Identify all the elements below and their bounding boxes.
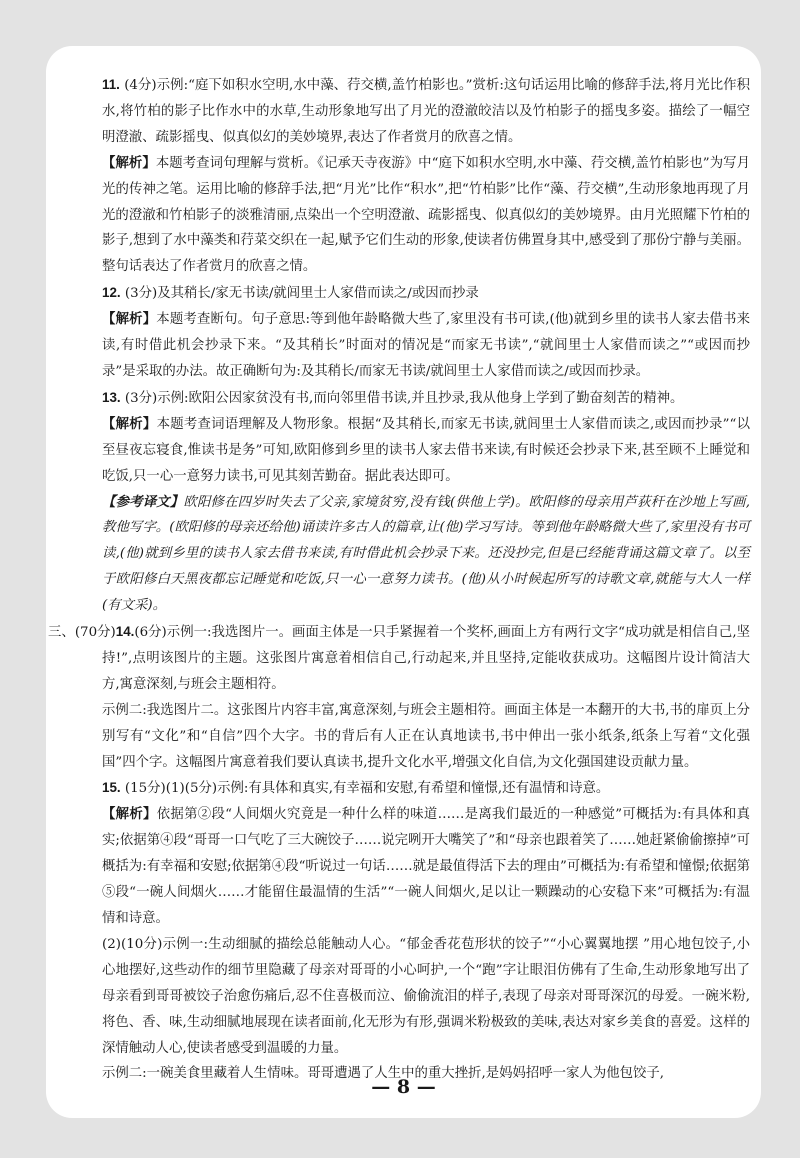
q13-analysis-tag: 【解析】 [102,416,157,432]
q15-part-two [102,932,750,1062]
q12-number: 12. [102,285,121,301]
q12-answer [102,280,750,307]
q11-analysis-tag: 【解析】 [102,155,156,171]
q15-answer-text-3: 示例二:一碗美食里藏着人生情味。哥哥遭遇了人生中的重大挫折,是妈妈招呼一家人为他包饺子, [102,1066,665,1082]
q12-analysis-text: 本题考查断句。句子意思:等到他年龄略微大些了,家里没有书可读,(他)就到乡里的读书人家去借书来读,有时借此机会抄录下来。“及其稍长”时面对的情况是“而家无书读”,“就闾里士人家借而读之”“或因而抄录”是采取的办法。故正确断句为:及其稍长/而家无书读/就闾里士人家借而读之/或因而抄录。 [102,312,750,379]
q14-answer-text-2: 示例二:我选图片二。这张图片内容丰富,寓意深刻,与班会主题相符。画面主体是一本翻开的大书,书的扉页上分别写有“文化”和“自信”四个大字。书的背后有人正在认真地读书,书中伸出一张小纸条,纸条上写着“文化强国”四个字。这幅图片寓意着我们要认真读书,提升文化水平,增强文化自信,为文化强国建设贡献力量。 [102,702,750,770]
q15-analysis [102,802,750,932]
q15-answer [102,775,750,802]
q12-analysis [102,307,750,385]
q13-translation-text: 欧阳修在四岁时失去了父亲,家境贫穷,没有钱(供他上学)。欧阳修的母亲用芦荻秆在沙地上写画,教他写字。(欧阳修的母亲还给他)诵读许多古人的篇章,让(他)学习写诗。等到他年龄略微大些了,家里没有书可读,(他)就到乡里的读书人家去借书来读,有时借此机会抄录下来。还没抄完,但是已经能背诵这篇文章了。以至于欧阳修白天黑夜都忘记睡觉和吃饭,只一心一意努力读书。(他)从小时候起所写的诗歌文章,就能与大人一样(有文采)。 [102,494,751,614]
section-three-label: 三、(70分) [48,625,116,641]
page-number: — 8 — [371,1076,436,1098]
q12-analysis-tag: 【解析】 [102,312,157,328]
q15-analysis-text: 依据第②段“人间烟火究竟是一种什么样的味道……是离我们最近的一种感觉”可概括为:有具体和真实;依据第④段“哥哥一口气吃了三大碗饺子……说完咧开大嘴笑了”和“母亲也跟着笑了……她赶紧偷偷擦掉”可概括为:有幸福和安慰;依据第④段“听说过一句话……就是最值得活下去的理由”可概括为:有希望和憧憬;依据第⑤段“一碗人间烟火……才能留住最温情的生活”“一碗人间烟火,足以让一颗躁动的心安稳下来”可概括为:有温情和诗意。 [102,807,751,926]
q15-answer-text-2: (2)(10分)示例一:生动细腻的描绘总能触动人心。“郁金香花苞形状的饺子”“小心翼翼地摆 ”用心地包饺子,小心地摆好,这些动作的细节里隐藏了母亲对哥哥的小心呵护,一个“跑”字让眼泪仿佛有了生命,生动形象地写出了母亲看到哥哥被饺子治愈伤痛后,忍不住喜极而泣、偷偷流泪的样子,表现了母亲对哥哥深沉的母爱。一碗米粉,将色、香、味,生动细腻地展现在读者面前,化无形为有形,强调米粉极致的美味,表达对家乡美食的喜爱。这样的深情触动人心,使读者感受到温暖的力量。 [102,936,750,1056]
q13-answer-text: (3分)示例:欧阳公因家贫没有书,而向邻里借书读,并且抄录,我从他身上学到了勤奋刻苦的精神。 [124,390,684,406]
q14-example-two [102,698,750,776]
q14-answer [48,619,750,698]
q13-analysis [102,412,750,490]
q15-answer-text-1: (15分)(1)(5分)示例:有具体和真实,有幸福和安慰,有希望和憧憬,还有温情和诗意。 [124,781,610,797]
q11-answer-text: (4分)示例:“庭下如积水空明,水中藻、荇交横,盖竹柏影也。”赏析:这句话运用比喻的修辞手法,将月光比作积水,将竹柏的影子比作水中的水草,生动形象地写出了月光的澄澈皎洁以及竹柏影子的摇曳多姿。描绘了一幅空明澄澈、疏影摇曳、似真似幻的美妙境界,表达了作者赏月的欣喜之情。 [102,78,751,145]
q15-analysis-tag: 【解析】 [102,807,157,823]
answer-content [48,72,751,1087]
q11-number: 11. [102,77,120,92]
q13-translation-tag: 【参考译文】 [102,494,184,510]
q15-number: 15. [102,780,121,796]
q11-answer [102,72,750,151]
q11-analysis [102,151,750,281]
q12-answer-text: (3分)及其稍长/家无书读/就闾里士人家借而读之/或因而抄录 [124,286,479,302]
q13-analysis-text: 本题考查词语理解及人物形象。根据“及其稍长,而家无书读,就闾里士人家借而读之,或因而抄录”“以至昼夜忘寝食,惟读书是务”可知,欧阳修到乡里的读书人家去借书来读,有时候还会抄录下来,甚至顾不上睡觉和吃饭,只一心一意努力读书,可见其刻苦勤奋。据此表达即可。 [102,416,751,484]
q14-answer-text-1: (6分)示例一:我选图片一。画面主体是一只手紧握着一个奖杯,画面上方有两行文字“成功就是相信自己,坚持!”,点明该图片的主题。这张图片寓意着相信自己,行动起来,并且坚持,定能收获成功。这幅图片设计简洁大方,寓意深刻,与班会主题相符。 [102,625,750,692]
q13-answer [102,385,750,412]
q13-translation [102,490,750,620]
document-page [46,46,761,1118]
q11-analysis-text: 本题考查词句理解与赏析。《记承天寺夜游》中“庭下如积水空明,水中藻、荇交横,盖竹柏影也”为写月光的传神之笔。运用比喻的修辞手法,把“月光”比作“积水”,把“竹柏影”比作“藻、荇交横”,生动形象地再现了月光的澄澈和竹柏影子的淡雅清丽,点染出一个空明澄澈、疏影摇曳、似真似幻的美妙境界。由月光照耀下竹柏的影子,想到了水中藻类和荇菜交织在一起,赋予它们生动的形象,使读者仿佛置身其中,感受到了那份宁静与美丽。整句话表达了作者赏月的欣喜之情。 [102,155,750,275]
q13-number: 13. [102,389,121,405]
q14-number: 14. [115,624,135,640]
